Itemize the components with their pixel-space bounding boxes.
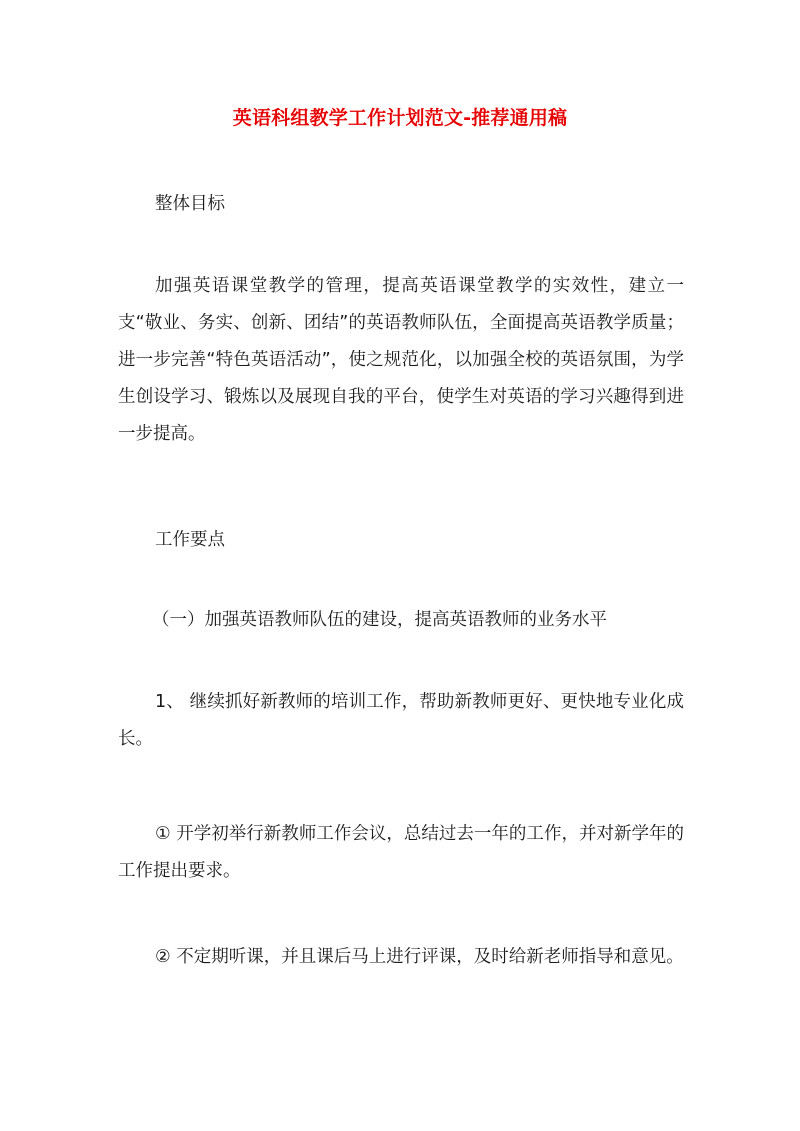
document-title: 英语科组教学工作计划范文-推荐通用稿 [232, 107, 568, 129]
paragraph-goal-body: 加强英语课堂教学的管理，提高英语课堂教学的实效性，建立一支“敬业、务实、创新、团结”的英语教师队伍，全面提高英语教学质量；进一步完善“特色英语活动”，使之规范化，以加强全校的英语氛围，为学生创设学习、锻炼以及展现自我的平台，使学生对英语的学习兴趣得到进一步提高。 [118, 276, 684, 444]
section-heading-key-points: 工作要点 [155, 530, 225, 550]
list-subitem-2: ② 不定期听课，并且课后马上进行评课，及时给新老师指导和意见。 [155, 947, 684, 967]
list-item-1: 1、 继续抓好新教师的培训工作，帮助新教师更好、更快地专业化成长。 [118, 692, 684, 749]
list-subitem-1: ① 开学初举行新教师工作会议，总结过去一年的工作，并对新学年的工作提出要求。 [118, 824, 684, 881]
section-heading-goal: 整体目标 [155, 194, 225, 214]
subsection-heading-1: （一）加强英语教师队伍的建设，提高英语教师的业务水平 [152, 610, 607, 630]
